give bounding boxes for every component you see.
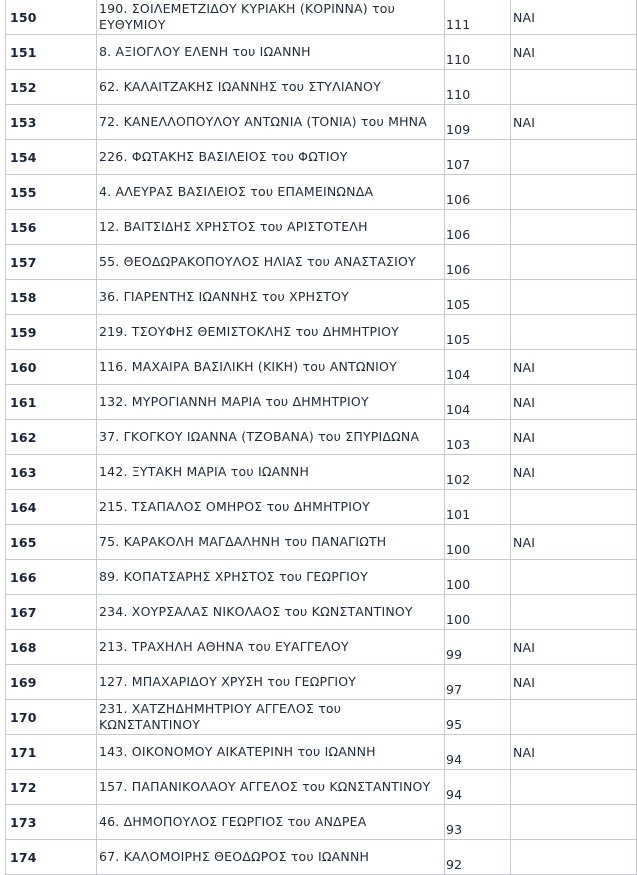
table-row — [6, 140, 637, 175]
table-row — [6, 525, 637, 560]
candidate-name-cell: 213. ΤΡΑΧΗΛΗ ΑΘΗΝΑ του ΕΥΑΓΓΕΛΟΥ — [97, 630, 445, 665]
votes-cell: 104 — [445, 385, 511, 420]
elected-cell: ΝΑΙ — [511, 385, 637, 420]
elected-cell: ΝΑΙ — [511, 35, 637, 70]
votes-cell: 106 — [445, 210, 511, 245]
rank-cell: 157 — [6, 245, 97, 280]
rank-cell: 158 — [6, 280, 97, 315]
candidate-name-cell: 55. ΘΕΟΔΩΡΑΚΟΠΟΥΛΟΣ ΗΛΙΑΣ του ΑΝΑΣΤΑΣΙΟΥ — [97, 245, 445, 280]
candidate-name-cell: 8. ΑΞΙΟΓΛΟΥ ΕΛΕΝΗ του ΙΩΑΝΝΗ — [97, 35, 445, 70]
candidate-name-cell: 72. ΚΑΝΕΛΛΟΠΟΥΛΟΥ ΑΝΤΩΝΙΑ (ΤΟΝΙΑ) του ΜΗΝΑ — [97, 105, 445, 140]
candidate-name-cell: 37. ΓΚΟΓΚΟΥ ΙΩΑΝΝΑ (ΤΖΟΒΑΝΑ) του ΣΠΥΡΙΔΩΝΑ — [97, 420, 445, 455]
votes-cell: 103 — [445, 420, 511, 455]
table-row — [6, 245, 637, 280]
rank-cell: 170 — [6, 700, 97, 735]
rank-cell: 165 — [6, 525, 97, 560]
elected-cell — [511, 70, 637, 105]
votes-cell: 105 — [445, 315, 511, 350]
candidate-name-cell: 67. ΚΑΛΟΜΟΙΡΗΣ ΘΕΟΔΩΡΟΣ του ΙΩΑΝΝΗ — [97, 840, 445, 875]
rank-cell: 171 — [6, 735, 97, 770]
table-row — [6, 210, 637, 245]
candidate-name-cell: 226. ΦΩΤΑΚΗΣ ΒΑΣΙΛΕΙΟΣ του ΦΩΤΙΟΥ — [97, 140, 445, 175]
table-row — [6, 630, 637, 665]
rank-cell: 164 — [6, 490, 97, 525]
votes-cell: 110 — [445, 35, 511, 70]
table-row — [6, 0, 637, 35]
table-row — [6, 840, 637, 875]
rank-cell: 159 — [6, 315, 97, 350]
votes-cell: 92 — [445, 840, 511, 875]
candidate-name-cell: 132. ΜΥΡΟΓΙΑΝΝΗ ΜΑΡΙΑ του ΔΗΜΗΤΡΙΟΥ — [97, 385, 445, 420]
candidate-name-cell: 62. ΚΑΛΑΙΤΖΑΚΗΣ ΙΩΑΝΝΗΣ του ΣΤΥΛΙΑΝΟΥ — [97, 70, 445, 105]
candidate-name-cell: 231. ΧΑΤΖΗΔΗΜΗΤΡΙΟΥ ΑΓΓΕΛΟΣ του ΚΩΝΣΤΑΝΤΙΝΟΥ — [97, 700, 445, 735]
candidate-name-cell: 234. ΧΟΥΡΣΑΛΑΣ ΝΙΚΟΛΑΟΣ του ΚΩΝΣΤΑΝΤΙΝΟΥ — [97, 595, 445, 630]
rank-cell: 151 — [6, 35, 97, 70]
table-row — [6, 385, 637, 420]
candidate-name-cell: 190. ΣΟΙΛΕΜΕΤΖΙΔΟΥ ΚΥΡΙΑΚΗ (ΚΟΡΙΝΝΑ) του ΕΥΘΥΜΙΟΥ — [97, 0, 445, 35]
votes-cell: 99 — [445, 630, 511, 665]
table-row — [6, 735, 637, 770]
rank-cell: 153 — [6, 105, 97, 140]
votes-cell: 94 — [445, 770, 511, 805]
rank-cell: 161 — [6, 385, 97, 420]
elected-cell: ΝΑΙ — [511, 0, 637, 35]
votes-cell: 107 — [445, 140, 511, 175]
rank-cell: 150 — [6, 0, 97, 35]
table-row — [6, 770, 637, 805]
elected-cell: ΝΑΙ — [511, 105, 637, 140]
rank-cell: 163 — [6, 455, 97, 490]
votes-cell: 106 — [445, 175, 511, 210]
candidate-name-cell: 75. ΚΑΡΑΚΟΛΗ ΜΑΓΔΑΛΗΝΗ του ΠΑΝΑΓΙΩΤΗ — [97, 525, 445, 560]
candidate-name-cell: 215. ΤΣΑΠΑΛΟΣ ΟΜΗΡΟΣ του ΔΗΜΗΤΡΙΟΥ — [97, 490, 445, 525]
elected-cell — [511, 210, 637, 245]
votes-cell: 105 — [445, 280, 511, 315]
rank-cell: 162 — [6, 420, 97, 455]
votes-cell: 100 — [445, 595, 511, 630]
votes-cell: 94 — [445, 735, 511, 770]
elected-cell: ΝΑΙ — [511, 350, 637, 385]
rank-cell: 173 — [6, 805, 97, 840]
rank-cell: 166 — [6, 560, 97, 595]
candidate-name-cell: 142. ΞΥΤΑΚΗ ΜΑΡΙΑ του ΙΩΑΝΝΗ — [97, 455, 445, 490]
table-row — [6, 560, 637, 595]
rank-cell: 168 — [6, 630, 97, 665]
candidate-name-cell: 36. ΓΙΑΡΕΝΤΗΣ ΙΩΑΝΝΗΣ του ΧΡΗΣΤΟΥ — [97, 280, 445, 315]
candidate-name-cell: 46. ΔΗΜΟΠΟΥΛΟΣ ΓΕΩΡΓΙΟΣ του ΑΝΔΡΕΑ — [97, 805, 445, 840]
table-row — [6, 35, 637, 70]
rank-cell: 167 — [6, 595, 97, 630]
elected-cell: ΝΑΙ — [511, 665, 637, 700]
candidate-name-cell: 89. ΚΟΠΑΤΣΑΡΗΣ ΧΡΗΣΤΟΣ του ΓΕΩΡΓΙΟΥ — [97, 560, 445, 595]
elected-cell: ΝΑΙ — [511, 630, 637, 665]
elected-cell: ΝΑΙ — [511, 455, 637, 490]
rank-cell: 156 — [6, 210, 97, 245]
elected-cell — [511, 805, 637, 840]
rank-cell: 169 — [6, 665, 97, 700]
elected-cell: ΝΑΙ — [511, 420, 637, 455]
elected-cell — [511, 700, 637, 735]
table-row — [6, 805, 637, 840]
table-row — [6, 280, 637, 315]
votes-cell: 95 — [445, 700, 511, 735]
candidate-name-cell: 12. ΒΑΙΤΣΙΔΗΣ ΧΡΗΣΤΟΣ του ΑΡΙΣΤΟΤΕΛΗ — [97, 210, 445, 245]
votes-cell: 101 — [445, 490, 511, 525]
votes-cell: 111 — [445, 0, 511, 35]
table-row — [6, 105, 637, 140]
candidate-name-cell: 4. ΑΛΕΥΡΑΣ ΒΑΣΙΛΕΙΟΣ του ΕΠΑΜΕΙΝΩΝΔΑ — [97, 175, 445, 210]
rank-cell: 154 — [6, 140, 97, 175]
candidate-name-cell: 116. ΜΑΧΑΙΡΑ ΒΑΣΙΛΙΚΗ (ΚΙΚΗ) του ΑΝΤΩΝΙΟΥ — [97, 350, 445, 385]
votes-cell: 109 — [445, 105, 511, 140]
table-row — [6, 700, 637, 735]
table-row — [6, 350, 637, 385]
elected-cell — [511, 770, 637, 805]
elected-cell — [511, 140, 637, 175]
table-row — [6, 420, 637, 455]
table-row — [6, 175, 637, 210]
rank-cell: 174 — [6, 840, 97, 875]
table-row — [6, 665, 637, 700]
rank-cell: 152 — [6, 70, 97, 105]
elected-cell — [511, 560, 637, 595]
elected-cell: ΝΑΙ — [511, 525, 637, 560]
results-table-body — [6, 0, 637, 875]
candidate-name-cell: 127. ΜΠΑΧΑΡΙΔΟΥ ΧΡΥΣΗ του ΓΕΩΡΓΙΟΥ — [97, 665, 445, 700]
candidate-name-cell: 219. ΤΣΟΥΦΗΣ ΘΕΜΙΣΤΟΚΛΗΣ του ΔΗΜΗΤΡΙΟΥ — [97, 315, 445, 350]
elected-cell — [511, 315, 637, 350]
votes-cell: 110 — [445, 70, 511, 105]
results-table — [5, 0, 637, 875]
elected-cell — [511, 245, 637, 280]
rank-cell: 172 — [6, 770, 97, 805]
votes-cell: 100 — [445, 560, 511, 595]
table-row — [6, 315, 637, 350]
elected-cell: ΝΑΙ — [511, 735, 637, 770]
votes-cell: 93 — [445, 805, 511, 840]
table-row — [6, 455, 637, 490]
candidate-name-cell: 157. ΠΑΠΑΝΙΚΟΛΑΟΥ ΑΓΓΕΛΟΣ του ΚΩΝΣΤΑΝΤΙΝΟΥ — [97, 770, 445, 805]
votes-cell: 106 — [445, 245, 511, 280]
votes-cell: 100 — [445, 525, 511, 560]
rank-cell: 155 — [6, 175, 97, 210]
elected-cell — [511, 175, 637, 210]
votes-cell: 97 — [445, 665, 511, 700]
rank-cell: 160 — [6, 350, 97, 385]
votes-cell: 104 — [445, 350, 511, 385]
table-row — [6, 70, 637, 105]
table-row — [6, 490, 637, 525]
elected-cell — [511, 280, 637, 315]
elected-cell — [511, 840, 637, 875]
table-row — [6, 595, 637, 630]
candidate-name-cell: 143. ΟΙΚΟΝΟΜΟΥ ΑΙΚΑΤΕΡΙΝΗ του ΙΩΑΝΝΗ — [97, 735, 445, 770]
votes-cell: 102 — [445, 455, 511, 490]
elected-cell — [511, 490, 637, 525]
elected-cell — [511, 595, 637, 630]
